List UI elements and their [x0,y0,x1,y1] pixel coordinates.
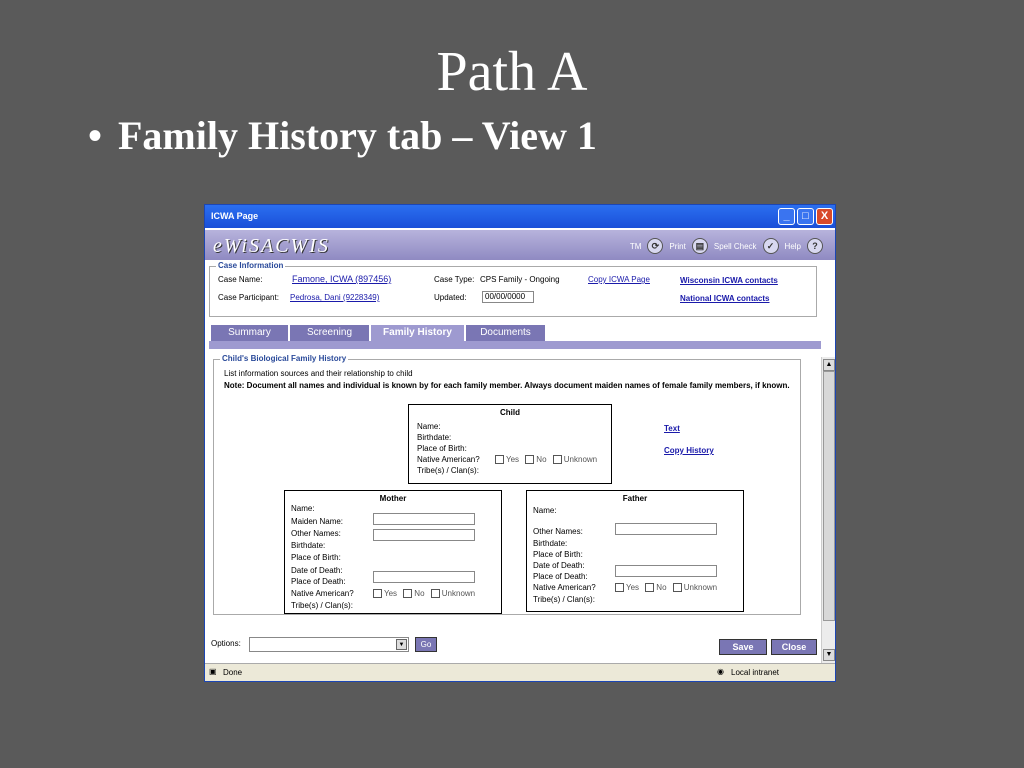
scroll-up-icon[interactable]: ▲ [823,359,835,371]
app-logo: eWiSACWIS [213,235,330,257]
child-birthplace-label: Place of Birth: [417,444,467,453]
note-text: Note: Document all names and individual is known by for each family member. Always document maiden names of female family members, if known. [224,381,790,390]
case-information [209,261,817,317]
info-sources-text: List information sources and their relationship to child [224,369,413,378]
updated-label: Updated: [434,293,467,302]
mother-heading: Mother [379,494,407,503]
father-birthdate-label: Birthdate: [533,539,568,548]
mother-maiden-label: Maiden Name: [291,517,344,526]
globe-icon[interactable]: ⟳ [647,238,663,254]
status-done: Done [223,668,243,677]
father-native-label: Native American? [533,583,596,592]
yes-label: Yes [626,583,640,592]
no-label: No [536,455,547,464]
father-native-options [615,583,721,592]
mother-unknown-checkbox[interactable] [431,589,440,598]
print-link[interactable]: Print [669,241,686,251]
mother-death-input[interactable] [373,571,475,583]
copy-history-link[interactable]: Copy History [664,446,714,455]
mother-native-label: Native American? [291,589,354,598]
father-unknown-checkbox[interactable] [673,583,682,592]
father-no-checkbox[interactable] [645,583,654,592]
mother-birthdate-label: Birthdate: [291,541,326,550]
page-icon: ▣ [209,667,217,676]
updated-field[interactable]: 00/00/0000 [482,291,534,303]
father-death-date-label: Date of Death: [533,561,585,570]
unknown-label: Unknown [683,583,718,592]
child-native-options [495,455,601,464]
unknown-label: Unknown [441,589,476,598]
father-death-input[interactable] [615,565,717,577]
window-title: ICWA Page [211,211,259,221]
scroll-down-icon[interactable]: ▼ [823,649,835,661]
participant-link[interactable]: Pedrosa, Dani (9228349) [290,293,380,302]
mother-maiden-input[interactable] [373,513,475,525]
tab-documents[interactable]: Documents [466,325,546,341]
app-header [205,230,835,260]
mother-tribe-label: Tribe(s) / Clan(s): [291,601,353,610]
tm-label: TM [629,241,642,251]
unknown-label: Unknown [563,455,598,464]
mother-box [284,490,502,614]
options-select[interactable] [249,637,409,652]
child-yes-checkbox[interactable] [495,455,504,464]
vertical-scrollbar[interactable] [821,357,835,663]
go-button[interactable]: Go [415,637,437,652]
globe-icon: ◉ [717,667,724,676]
help-icon[interactable]: ? [807,238,823,254]
father-heading: Father [622,494,648,503]
child-unknown-checkbox[interactable] [553,455,562,464]
tab-screening[interactable]: Screening [290,325,370,341]
national-contacts-link[interactable]: National ICWA contacts [680,294,770,303]
child-heading: Child [500,408,520,417]
case-type-value: CPS Family - Ongoing [480,275,560,284]
help-link[interactable]: Help [784,241,801,251]
chevron-down-icon[interactable]: ▼ [396,639,407,650]
window-titlebar[interactable] [205,205,835,228]
father-other-names-input[interactable] [615,523,717,535]
tab-underline [209,341,821,349]
no-label: No [656,583,667,592]
no-label: No [414,589,425,598]
mother-name-label: Name: [291,504,315,513]
tab-summary[interactable]: Summary [211,325,289,341]
maximize-button[interactable]: □ [797,208,814,225]
mother-other-names-input[interactable] [373,529,475,541]
yes-label: Yes [384,589,398,598]
status-bar [205,663,835,681]
father-tribe-label: Tribe(s) / Clan(s): [533,595,595,604]
slide-bullet: • Family History tab – View 1 [88,113,597,158]
mother-birthplace-label: Place of Birth: [291,553,341,562]
child-native-label: Native American? [417,455,480,464]
mother-no-checkbox[interactable] [403,589,412,598]
child-name-label: Name: [417,422,441,431]
wisconsin-contacts-link[interactable]: Wisconsin ICWA contacts [680,276,778,285]
child-no-checkbox[interactable] [525,455,534,464]
child-box [408,404,612,484]
mother-yes-checkbox[interactable] [373,589,382,598]
close-button[interactable]: Close [771,639,817,655]
status-zone: Local intranet [731,668,780,677]
printer-icon[interactable]: ▤ [692,238,708,254]
copy-icwa-page-link[interactable]: Copy ICWA Page [588,275,650,284]
spell-check-icon[interactable]: ✓ [763,238,779,254]
father-yes-checkbox[interactable] [615,583,624,592]
spell-check-link[interactable]: Spell Check [713,241,757,251]
tab-bar [209,325,829,349]
scroll-thumb[interactable] [823,371,835,621]
father-birthplace-label: Place of Birth: [533,550,583,559]
mother-death-place-label: Place of Death: [291,577,346,586]
case-info-legend: Case Information [218,261,284,270]
case-name-link[interactable]: Famone, ICWA (897456) [292,274,392,284]
father-other-names-label: Other Names: [533,527,583,536]
icwa-window [204,204,836,682]
case-participant-label: Case Participant: [218,293,279,302]
child-birthdate-label: Birthdate: [417,433,452,442]
save-button[interactable]: Save [719,639,767,655]
close-window-button[interactable]: X [816,208,833,225]
father-box [526,490,744,612]
mother-death-date-label: Date of Death: [291,566,343,575]
yes-label: Yes [506,455,520,464]
family-history-legend: Child's Biological Family History [222,354,347,363]
child-tribe-label: Tribe(s) / Clan(s): [417,466,479,475]
tab-family-history[interactable]: Family History [371,325,465,343]
father-name-label: Name: [533,506,557,515]
minimize-button[interactable]: _ [778,208,795,225]
father-death-place-label: Place of Death: [533,572,588,581]
mother-native-options [373,589,479,598]
options-label: Options: [211,639,241,648]
slide-title: Path A [436,41,588,103]
family-history-section [213,354,801,615]
case-type-label: Case Type: [434,275,475,284]
bullet-text: Family History tab – View 1 [118,113,597,158]
mother-other-names-label: Other Names: [291,529,341,538]
case-name-label: Case Name: [218,275,263,284]
text-link[interactable]: Text [664,424,680,433]
